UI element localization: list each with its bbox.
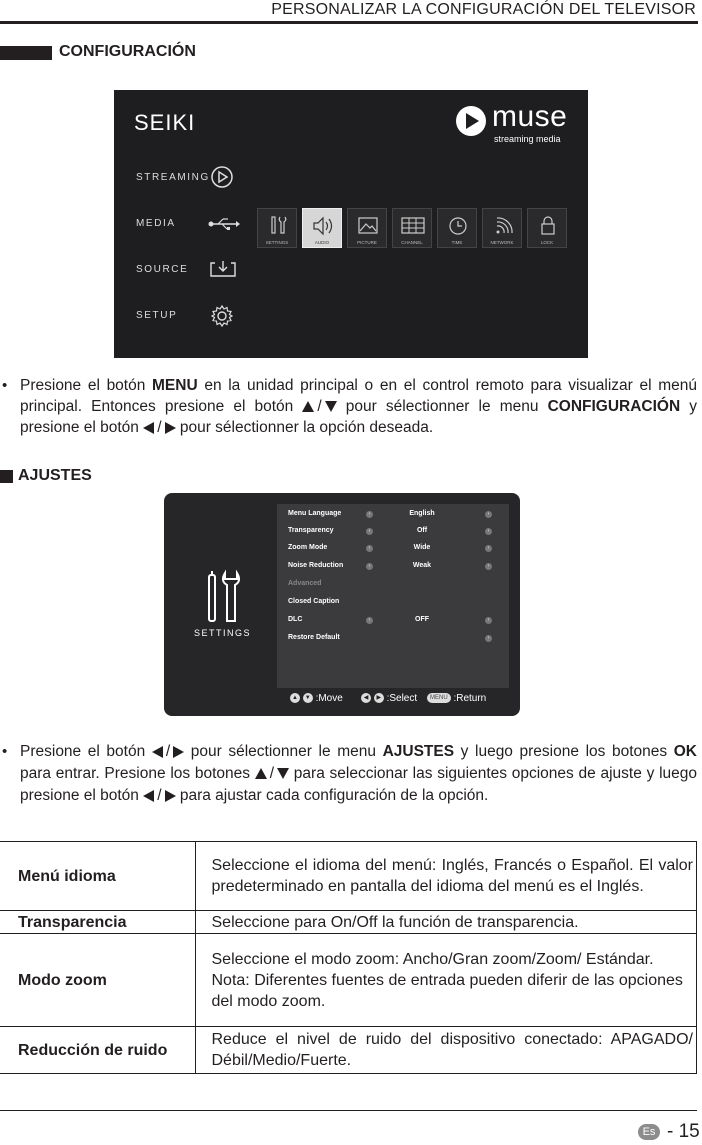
down-arrow-icon xyxy=(277,768,289,779)
tile-time[interactable] xyxy=(437,208,477,248)
tile-time-label: TIME xyxy=(451,240,463,245)
section-title-configuracion: CONFIGURACIÓN xyxy=(59,43,196,60)
home-menu-setup[interactable]: SETUP xyxy=(136,310,178,321)
up-arrow-icon xyxy=(302,401,314,412)
muse-logo-subtitle: streaming media xyxy=(494,134,561,144)
home-menu-streaming[interactable]: STREAMING xyxy=(136,172,210,183)
setting-restore-default[interactable]: Restore Default xyxy=(288,634,340,641)
footer-return-hint xyxy=(427,693,486,704)
bullet-1-text-part: pour sélectionner la opción deseada. xyxy=(175,419,434,436)
settings-icon-label: SETTINGS xyxy=(194,628,252,638)
slash: / xyxy=(269,765,275,782)
settings-tools-icon xyxy=(258,211,298,241)
up-arrow-icon xyxy=(255,768,267,779)
setting-menu-language[interactable]: Menu Language xyxy=(288,510,342,517)
tile-settings[interactable] xyxy=(257,208,297,248)
left-arrow-icon xyxy=(152,746,163,758)
setting-noise-reduction-value: Weak xyxy=(412,562,432,569)
home-menu-media[interactable]: MEDIA xyxy=(136,218,176,229)
tile-audio[interactable] xyxy=(302,208,342,248)
table-row xyxy=(0,934,697,1027)
bullet-1-text-part: pour sélectionner le menu xyxy=(336,398,548,415)
bullet-1-text-part: en la unidad principal o en el control remoto para visualizar el menú principal. Entonces presione el botón xyxy=(20,377,697,415)
chevron-left-icon[interactable]: ‹ xyxy=(366,563,373,570)
chevron-right-icon[interactable]: › xyxy=(485,617,492,624)
chevron-left-icon[interactable]: ‹ xyxy=(366,511,373,518)
channel-grid-icon xyxy=(393,211,433,241)
table-value-reduccion-de-ruido: Reduce el nivel de ruido del dispositivo conectado: APAGADO/ Débil/Medio/Fuerte. xyxy=(195,1027,697,1074)
chevron-left-icon[interactable]: ‹ xyxy=(366,617,373,624)
ajustes-keyword: AJUSTES xyxy=(382,743,455,760)
chevron-right-icon[interactable]: › xyxy=(485,528,492,535)
setting-closed-caption[interactable]: Closed Caption xyxy=(288,598,340,605)
tv-settings-screenshot xyxy=(164,493,520,716)
table-row xyxy=(0,911,697,934)
footer-rule xyxy=(0,1110,697,1111)
slash: / xyxy=(317,398,322,415)
right-arrow-icon xyxy=(165,422,176,434)
right-button-icon: ▶ xyxy=(374,693,384,703)
table-value-modo-zoom xyxy=(195,934,697,1027)
tile-lock[interactable] xyxy=(527,208,567,248)
menu-keyword: MENU xyxy=(152,377,198,394)
down-button-icon: ▼ xyxy=(303,693,313,703)
chevron-right-icon[interactable]: › xyxy=(485,545,492,552)
slash: / xyxy=(165,743,171,760)
page-dash: - xyxy=(667,1121,674,1142)
bullet-2-text xyxy=(20,741,697,807)
setting-zoom-mode[interactable]: Zoom Mode xyxy=(288,544,328,551)
section-marker-square xyxy=(0,470,13,483)
table-value-menu-idioma: Seleccione el idioma del menú: Inglés, Francés o Español. El valor predeterminado en pantalla del idioma del menú es el Inglés. xyxy=(195,842,697,911)
setting-dlc-value: OFF xyxy=(415,616,429,623)
section-title-ajustes: AJUSTES xyxy=(18,467,92,484)
table-key-transparencia: Transparencia xyxy=(0,911,195,934)
tile-picture-label: PICTURE xyxy=(357,240,377,245)
page-number xyxy=(667,1121,700,1143)
tile-picture[interactable] xyxy=(347,208,387,248)
configuracion-keyword: CONFIGURACIÓN xyxy=(547,398,681,415)
streaming-play-icon xyxy=(210,165,234,189)
slash: / xyxy=(157,787,162,804)
tile-channel[interactable] xyxy=(392,208,432,248)
down-arrow-icon xyxy=(325,401,337,412)
setting-noise-reduction[interactable]: Noise Reduction xyxy=(288,562,344,569)
left-arrow-icon xyxy=(143,422,154,434)
bullet-2-marker: • xyxy=(2,743,8,760)
language-badge: Es xyxy=(638,1124,660,1140)
tile-lock-label: LOCK xyxy=(540,240,554,245)
slash: / xyxy=(157,419,162,436)
bullet-2-text-part: para entrar. Presione los botones xyxy=(20,765,255,782)
chevron-right-icon[interactable]: › xyxy=(485,563,492,570)
source-input-icon xyxy=(209,260,237,278)
lock-icon xyxy=(528,211,568,241)
up-button-icon: ▲ xyxy=(290,693,300,703)
menu-button-icon: MENU xyxy=(427,693,451,703)
select-label: :Select xyxy=(386,693,418,704)
network-wifi-icon xyxy=(483,211,523,241)
table-key-reduccion-de-ruido: Reducción de ruido xyxy=(0,1027,195,1074)
footer-move-hint xyxy=(290,693,343,704)
ok-keyword: OK xyxy=(673,743,697,760)
chevron-left-icon[interactable]: ‹ xyxy=(366,545,373,552)
settings-panel xyxy=(277,504,509,688)
modo-zoom-note: Nota: Diferentes fuentes de entrada pueden diferir de las opciones del modo zoom. xyxy=(211,971,683,1010)
clock-icon xyxy=(438,211,478,241)
chevron-right-icon[interactable]: › xyxy=(485,511,492,518)
tile-channel-label: CHANNEL xyxy=(401,240,423,245)
table-row xyxy=(0,1027,697,1074)
left-button-icon: ◀ xyxy=(361,693,371,703)
settings-options-table xyxy=(0,841,697,1074)
chevron-right-icon[interactable]: › xyxy=(485,635,492,642)
usb-icon xyxy=(208,216,240,232)
picture-icon xyxy=(348,211,388,241)
table-key-menu-idioma: Menú idioma xyxy=(0,842,195,911)
page-number-value: 15 xyxy=(678,1121,700,1142)
home-menu-source[interactable]: SOURCE xyxy=(136,264,189,275)
setting-transparency[interactable]: Transparency xyxy=(288,527,334,534)
modo-zoom-description: Seleccione el modo zoom: Ancho/Gran zoom/Zoom/ Estándar. xyxy=(211,950,654,968)
tile-network[interactable] xyxy=(482,208,522,248)
settings-tools-icon xyxy=(203,569,243,625)
setting-dlc[interactable]: DLC xyxy=(288,616,303,623)
chevron-left-icon[interactable]: ‹ xyxy=(366,528,373,535)
header-rule xyxy=(0,21,698,24)
footer-select-hint xyxy=(361,693,417,704)
setting-menu-language-value: English xyxy=(409,510,435,517)
setup-gear-icon xyxy=(210,304,234,328)
setting-transparency-value: Off xyxy=(416,527,428,534)
tile-audio-label: AUDIO xyxy=(314,240,330,245)
bullet-1-marker: • xyxy=(2,377,8,394)
bullet-2-text-part: para ajustar cada configuración de la opción. xyxy=(175,787,489,804)
muse-logo-word: muse xyxy=(492,100,568,133)
tv-home-screenshot xyxy=(114,90,588,358)
bullet-2-text-part: Presione el botón xyxy=(20,743,152,760)
setting-advanced: Advanced xyxy=(288,580,322,587)
bullet-2-text-part: y luego presione los botones xyxy=(454,743,674,760)
bullet-1-text-part: Presione el botón xyxy=(20,377,153,394)
speaker-icon xyxy=(303,211,343,241)
table-row xyxy=(0,842,697,911)
bullet-1-text xyxy=(20,375,697,438)
tile-settings-label: SETTINGS xyxy=(265,240,289,245)
bullet-2-text-part: pour sélectionner le menu xyxy=(184,743,383,760)
setting-zoom-mode-value: Wide xyxy=(413,544,431,551)
muse-play-icon xyxy=(454,104,488,138)
tile-network-label: NETWORK xyxy=(490,240,514,245)
move-label: :Move xyxy=(315,693,343,704)
bullet-1-text-part: y presione el botón xyxy=(20,398,698,436)
return-label: :Return xyxy=(453,693,487,704)
right-arrow-icon xyxy=(173,746,184,758)
page-header-title: PERSONALIZAR LA CONFIGURACIÓN DEL TELEVISOR xyxy=(271,1,696,18)
left-arrow-icon xyxy=(143,790,154,802)
section-marker-bar xyxy=(0,46,52,60)
table-key-modo-zoom: Modo zoom xyxy=(0,934,195,1027)
right-arrow-icon xyxy=(165,790,176,802)
seiki-logo: SEIKI xyxy=(134,110,196,135)
table-value-transparencia: Seleccione para On/Off la función de transparencia. xyxy=(195,911,697,934)
bullet-2-text-part: para seleccionar las siguientes opciones de ajuste y luego presione el botón xyxy=(20,765,697,804)
